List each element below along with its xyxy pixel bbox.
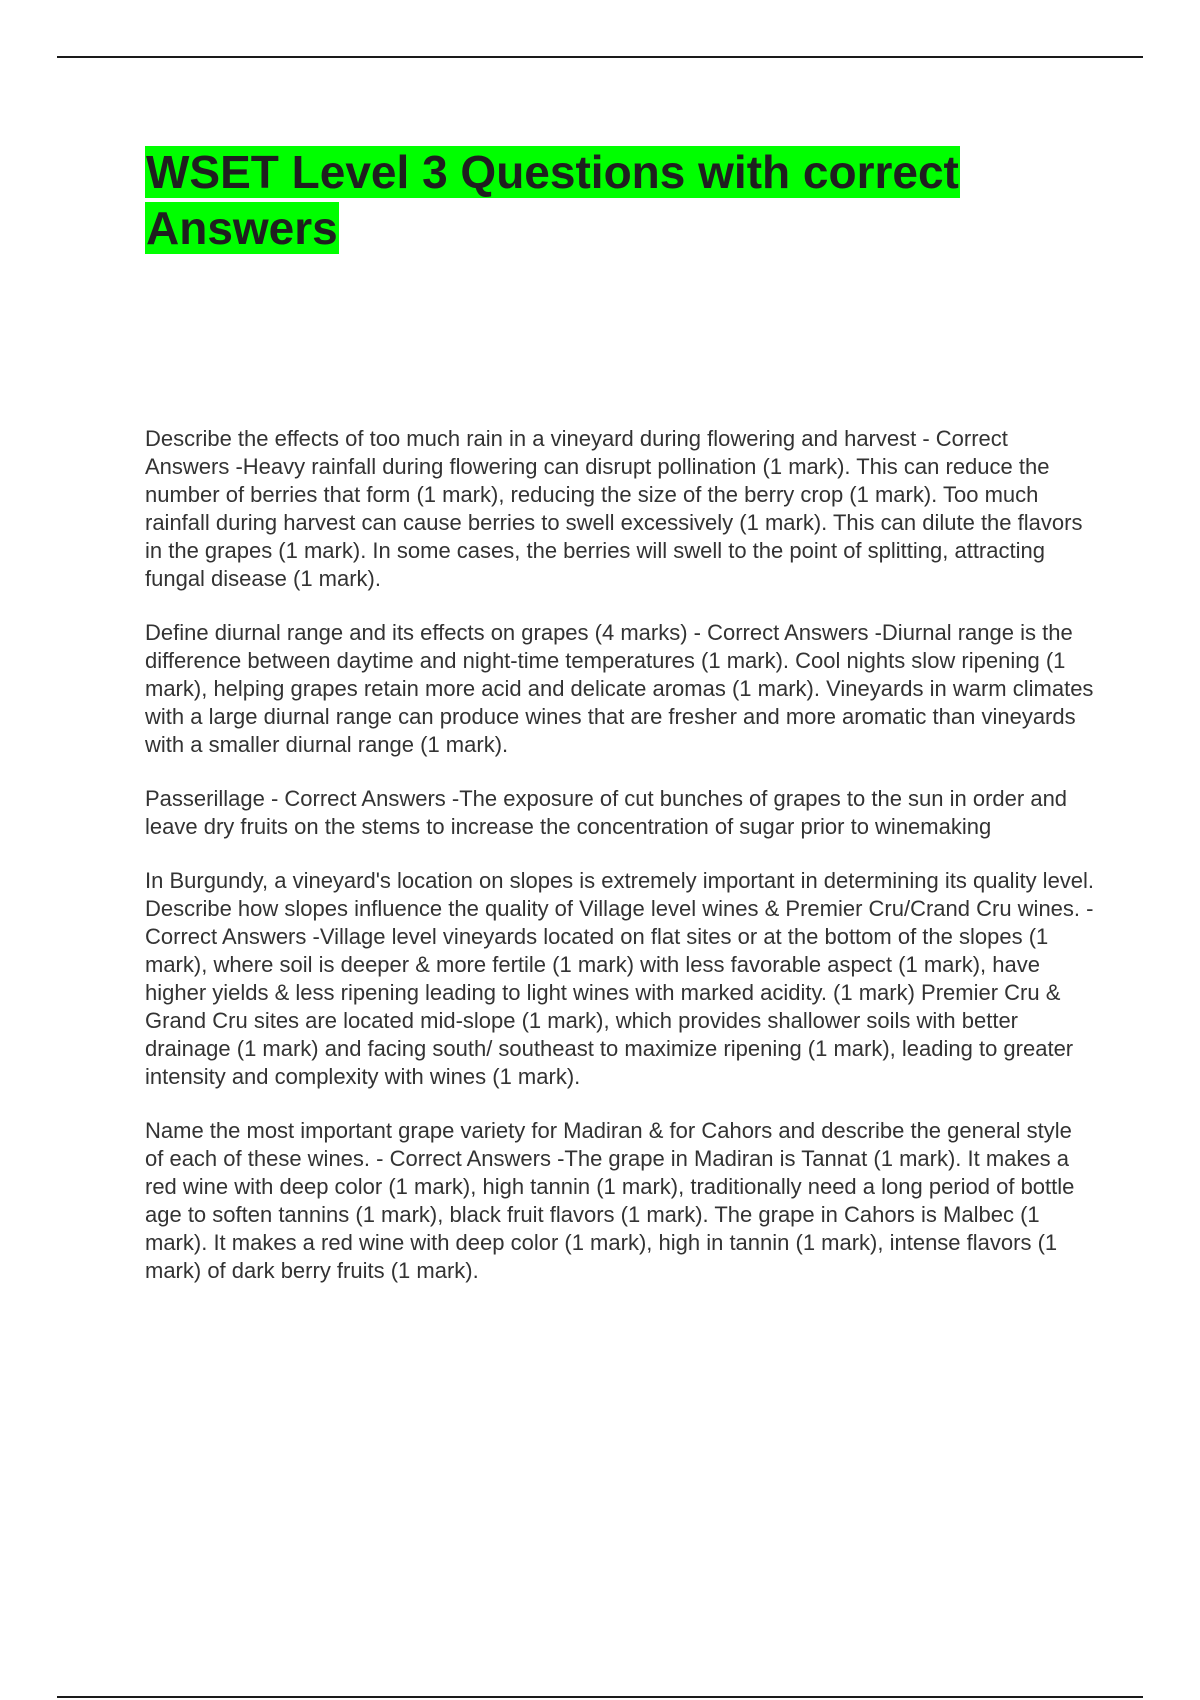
question-answer-4: In Burgundy, a vineyard's location on slopes is extremely important in determining its quality level. Describe how slopes influence the quality of Village level wines & Premier Cru/Crand Cru wines. - Correct Answers -Village level vineyards located on flat sites or at the bottom of the slopes (1 mark), where soil is deeper & more fertile (1 mark) with less favorable aspect (1 mark), have higher yields & less ripening leading to light wines with marked acidity. (1 mark) Premier Cru & Grand Cru sites are located mid-slope (1 mark), which provides shallower soils with better drainage (1 mark) and facing south/ southeast to maximize ripening (1 mark), leading to greater intensity and complexity with wines (1 mark). — [145, 868, 1095, 1089]
title-line-1: WSET Level 3 Questions with correct — [146, 146, 959, 198]
question-answer-1: Describe the effects of too much rain in a vineyard during flowering and harvest - Correct Answers -Heavy rainfall during flowering can disrupt pollination (1 mark). This can reduce the number of berries that form (1 mark), reducing the size of the berry crop (1 mark). Too much rainfall during harvest can cause berries to swell excessively (1 mark). This can dilute the flavors in the grapes (1 mark). In some cases, the berries will swell to the point of splitting, attracting fungal disease (1 mark). — [145, 426, 1083, 591]
question-answer-2: Define diurnal range and its effects on grapes (4 marks) - Correct Answers -Diurnal range is the difference between daytime and night-time temperatures (1 mark). Cool nights slow ripening (1 mark), helping grapes retain more acid and delicate aromas (1 mark). Vineyards in warm climates with a large diurnal range can produce wines that are fresher and more aromatic than vineyards with a smaller diurnal range (1 mark). — [145, 620, 1094, 757]
question-answer-3: Passerillage - Correct Answers -The exposure of cut bunches of grapes to the sun in order and leave dry fruits on the stems to increase the concentration of sugar prior to winemaking — [145, 786, 1068, 839]
document-title — [145, 144, 1105, 256]
top-rule — [57, 56, 1143, 58]
question-answer-5: Name the most important grape variety for Madiran & for Cahors and describe the general style of each of these wines. - Correct Answers -The grape in Madiran is Tannat (1 mark). It makes a red wine with deep color (1 mark), high tannin (1 mark), traditionally need a long period of bottle age to soften tannins (1 mark), black fruit flavors (1 mark). The grape in Cahors is Malbec (1 mark). It makes a red wine with deep color (1 mark), high in tannin (1 mark), intense flavors (1 mark) of dark berry fruits (1 mark). — [145, 1118, 1075, 1283]
title-line-2: Answers — [146, 202, 338, 254]
bottom-rule — [57, 1696, 1143, 1698]
question-list — [145, 425, 1095, 1311]
